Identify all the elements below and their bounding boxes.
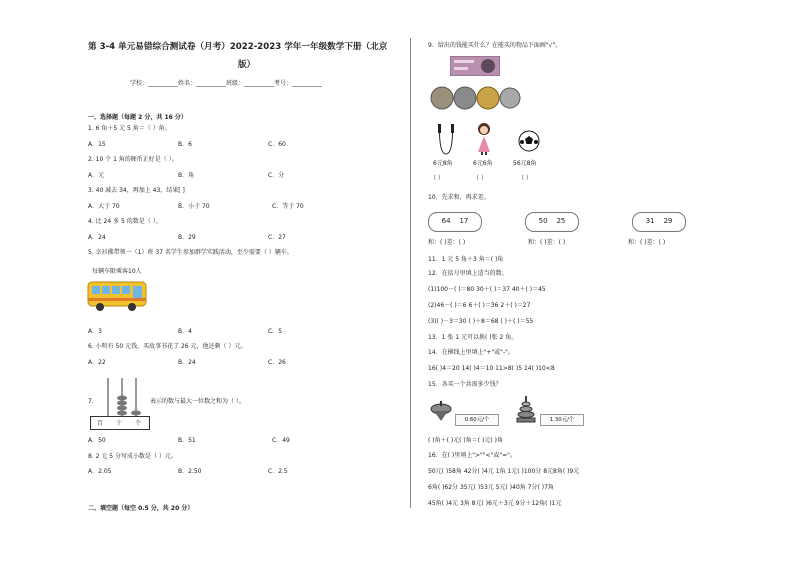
q14-line: 16( )4＝20 14( )4＝10 11>8( )5 14( )10<8 <box>428 365 555 372</box>
cloud-number: 64 <box>441 217 451 225</box>
student-info-line: 学校：__________姓名：__________班级：__________考号：__________ <box>130 80 323 87</box>
jump-rope-icon <box>436 122 456 156</box>
exam-title-line2: 版） <box>238 60 256 70</box>
q7-option-b: B．51 <box>178 437 196 444</box>
q10-answer-3[interactable]: 和：( )差：( ) <box>628 239 666 246</box>
q6-option-c: C．26 <box>268 359 286 366</box>
abacus-place-table <box>90 416 150 430</box>
cloud-number: 25 <box>556 217 566 225</box>
q8-text: 8. 2 元 5 分写成小数是（ ）元。 <box>88 453 177 460</box>
q12-line3: (3)( )－3＝30 ( )＋8＝68 ( )＋( )＝55 <box>428 318 534 325</box>
q9-text: 9．给出的钱能买什么？在能买的物品下面画"√"。 <box>428 42 562 49</box>
q7-option-c: C．49 <box>272 437 290 444</box>
exam-title-line1: 第 3-4 单元易错综合测试卷（月考）2022-2023 学年一年级数学下册（北京 <box>88 42 388 52</box>
price-tag-2: 1.30元/个 <box>540 414 584 426</box>
q10-answer-2[interactable]: 和：( )差：( ) <box>528 239 566 246</box>
q12-line2: (2)46－( )＝6 6＋( )＝36 2＋( )＝27 <box>428 302 531 309</box>
q1-option-c: C．60 <box>268 141 286 148</box>
q2-option-b: B．角 <box>178 172 195 179</box>
item2-mark[interactable]: （ ） <box>473 175 487 182</box>
q2-option-a: A．元 <box>88 172 105 179</box>
item3-price: 56元8角 <box>513 160 537 167</box>
column-divider <box>410 38 411 508</box>
q4-option-a: A．24 <box>88 234 106 241</box>
price-tag-1: 0.60元/个 <box>455 414 499 426</box>
doll-icon <box>474 122 494 156</box>
q1-option-a: A．15 <box>88 141 106 148</box>
cloud-pair-3 <box>632 212 686 232</box>
q16-line1: 50元( )58角 42分( )4元 1角 1元( )100分 8元8角( )9元 <box>428 468 580 475</box>
q6-option-b: B．24 <box>178 359 196 366</box>
cloud-number: 29 <box>663 217 673 225</box>
q7-text: 表示的数与最大一位数之和为（ ）。 <box>150 398 245 405</box>
cloud-pair-2 <box>525 212 579 232</box>
place-ones: 个 <box>135 420 142 427</box>
item1-price: 6元8角 <box>433 160 453 167</box>
soccer-ball-icon <box>518 130 540 152</box>
q12-line1: (1)100－( )＝80 30＋( )＝37 40＋( )＝45 <box>428 286 546 293</box>
q11-text: 11．1 元 5 角＋3 角＝( )角 <box>428 256 504 263</box>
q5-option-c: C．5 <box>268 328 283 335</box>
q3-text: 3. 40 减去 34，再加上 43，结果[ ] <box>88 187 185 194</box>
q16-line3: 45角( )4元 3角 8元( )6元＋3元 9分＋12角( )1元 <box>428 500 562 507</box>
q15-answer[interactable]: ( )角＋( )元( )角＝( )元( )角 <box>428 437 503 444</box>
q3-option-c: C．等于 70 <box>272 203 304 210</box>
abacus-illustration <box>100 376 144 416</box>
q13-text: 13．1 张 1 元可以换( )张 2 角。 <box>428 334 518 341</box>
q8-option-a: A．2.05 <box>88 468 112 475</box>
q16-line2: 6角( )62分 35元( )53元 5元( )40角 7分( )7角 <box>428 484 554 491</box>
q15-text: 15．各买一个共需多少钱？ <box>428 381 502 388</box>
item1-mark[interactable]: （ ） <box>430 175 444 182</box>
q3-option-b: B．小于 70 <box>178 203 210 210</box>
cloud-number: 17 <box>459 217 469 225</box>
place-tens: 十 <box>116 420 123 427</box>
spinning-top-icon <box>430 400 452 422</box>
q8-option-b: B．2.50 <box>178 468 202 475</box>
q7-option-a: A．50 <box>88 437 106 444</box>
q2-option-c: C．分 <box>268 172 285 179</box>
q6-text: 6. 小明有 50 元钱，买故事书花了 26 元，他还剩（ ）元。 <box>88 343 247 350</box>
q10-answer-1[interactable]: 和：( )差：( ) <box>428 239 466 246</box>
section1-heading: 一、选择题（每题 2 分，共 16 分） <box>88 114 187 121</box>
q10-text: 10．先求和，再求差。 <box>428 194 490 201</box>
bus-illustration <box>86 280 148 312</box>
ring-tower-icon <box>515 396 537 424</box>
cloud-pair-1 <box>428 212 482 232</box>
bus-caption: 每辆车限乘客10人 <box>92 268 142 275</box>
q2-text: 2. 10 个 1 角的硬币正好是（ ）。 <box>88 156 178 163</box>
q5-option-a: A．3 <box>88 328 102 335</box>
q5-option-b: B．4 <box>178 328 192 335</box>
place-hundreds: 百 <box>97 420 104 427</box>
q4-option-b: B．29 <box>178 234 196 241</box>
q16-text: 16．在( )里填上">""<"或"="。 <box>428 452 516 459</box>
cloud-number: 31 <box>645 217 655 225</box>
item3-mark[interactable]: （ ） <box>518 175 532 182</box>
q6-option-a: A．22 <box>88 359 106 366</box>
section2-heading: 二、填空题（每空 0.5 分，共 20 分） <box>88 505 194 512</box>
cloud-number: 50 <box>538 217 548 225</box>
q3-option-a: A．大于 70 <box>88 203 120 210</box>
q4-option-c: C．27 <box>268 234 286 241</box>
coins-image <box>430 84 522 112</box>
q1-option-b: B．6 <box>178 141 192 148</box>
q7-number: 7. <box>88 398 94 405</box>
q4-text: 4. 比 24 多 5 的数是（ ）。 <box>88 218 162 225</box>
banknote-image <box>450 56 500 76</box>
q14-text: 14．在横线上里填上"+"或"-"。 <box>428 349 514 356</box>
q1-text: 1. 6 角＋5 元 5 角＝（ ）角。 <box>88 125 171 132</box>
q5-text: 5. 幸衫佛带领一（1）班 37 名学生参加群学实践活动，至少需要（ ）辆车。 <box>88 249 293 256</box>
q12-text: 12．在括号里填上适当的数。 <box>428 270 508 277</box>
item2-price: 6元6角 <box>473 160 493 167</box>
q8-option-c: C．2.5 <box>268 468 288 475</box>
